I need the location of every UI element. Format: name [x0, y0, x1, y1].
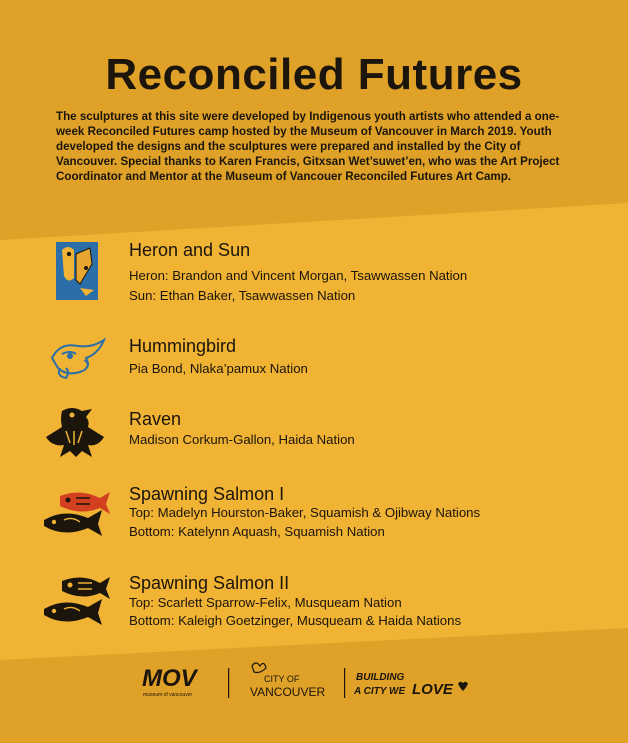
sculpture-entry-spawning-salmon-1 — [40, 484, 600, 544]
svg-text:MOV: MOV — [142, 665, 197, 692]
raven-icon — [40, 403, 112, 463]
svg-text:A CITY WE: A CITY WE — [354, 686, 406, 697]
heart-icon — [458, 682, 468, 691]
museum-of-vancouver-logo — [142, 665, 199, 698]
footer-logos — [140, 660, 500, 704]
sculpture-entry-raven — [40, 409, 600, 469]
sculpture-credit: Pia Bond, Nlaka’pamux Nation — [129, 361, 308, 376]
building-a-city-we-love-logo — [353, 672, 468, 698]
hummingbird-icon — [40, 328, 112, 388]
sculpture-name: Spawning Salmon I — [129, 484, 285, 504]
sculpture-entry-heron-and-sun — [40, 240, 600, 303]
sculpture-credit: Heron: Brandon and Vincent Morgan, Tsawwassen Nation — [129, 268, 468, 283]
sculpture-credit: Bottom: Kaleigh Goetzinger, Musqueam & Haida Nations — [129, 613, 462, 628]
sculpture-name: Spawning Salmon II — [129, 573, 290, 593]
svg-text:museum of vancouver: museum of vancouver — [143, 692, 193, 698]
sculpture-credit: Top: Scarlett Sparrow-Felix, Musqueam Nation — [129, 595, 402, 610]
divider — [228, 668, 229, 698]
sculpture-credit: Madison Corkum-Gallon, Haida Nation — [129, 432, 355, 447]
sculpture-entry-spawning-salmon-2 — [40, 573, 600, 633]
sculpture-name: Raven — [129, 409, 182, 429]
svg-text:VANCOUVER: VANCOUVER — [250, 685, 326, 699]
sculpture-name: Hummingbird — [129, 336, 237, 356]
salmon-black-icon — [40, 573, 112, 633]
heron-sun-icon — [40, 240, 112, 300]
svg-text:CITY OF: CITY OF — [264, 674, 300, 684]
intro-paragraph: The sculptures at this site were developed by Indigenous youth artists who attended a one-week Reconciled Futures camp hosted by the Museum of Vancouver in March 2019. Youth developed the designs and the sculptures were prepared and installed by the City of Vancouver. Special thanks to Karen Francis, Gitxsan Wet’suwet’en, who was the Art Project Coordinator and Mentor at the Museum of Vancouer Reconciled Futures Art Camp. — [56, 110, 560, 183]
divider — [344, 668, 345, 698]
sculpture-credit: Sun: Ethan Baker, Tsawwassen Nation — [129, 288, 356, 303]
city-of-vancouver-logo — [250, 663, 325, 699]
svg-text:LOVE: LOVE — [412, 681, 453, 698]
page-title: Reconciled Futures — [105, 50, 523, 99]
sculpture-credit: Top: Madelyn Hourston-Baker, Squamish & Ojibway Nations — [129, 505, 481, 520]
svg-text:BUILDING: BUILDING — [356, 672, 405, 683]
salmon-red-icon — [40, 486, 112, 546]
sculpture-credit: Bottom: Katelynn Aquash, Squamish Nation — [129, 524, 385, 539]
sculpture-name: Heron and Sun — [129, 240, 251, 260]
sculpture-entry-hummingbird — [40, 336, 600, 396]
